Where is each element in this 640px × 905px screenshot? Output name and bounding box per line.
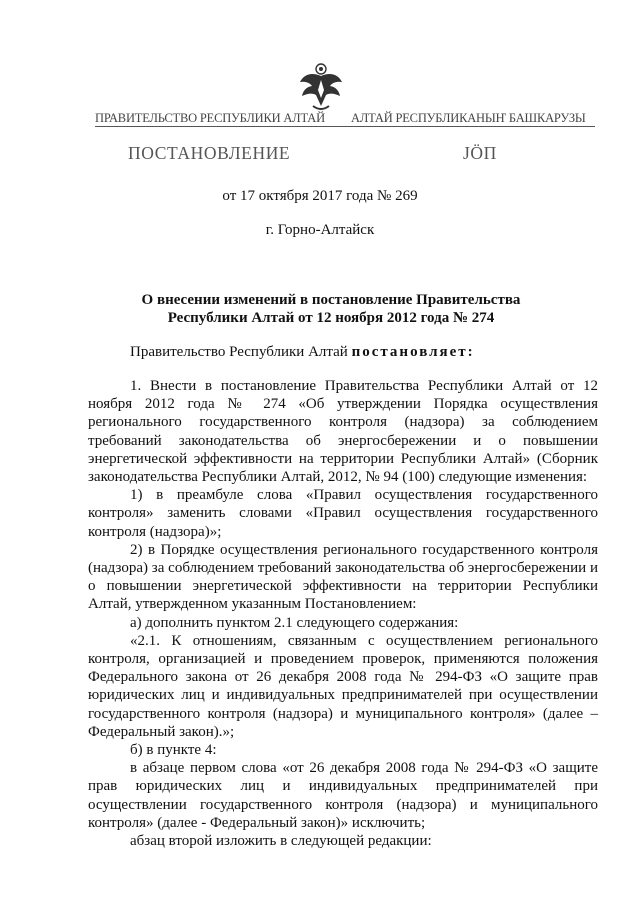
paragraph: абзац второй изложить в следующей редакции: bbox=[130, 833, 432, 850]
paragraph: а) дополнить пунктом 2.1 следующего содержания: bbox=[130, 614, 459, 631]
document-type-alt: JÖП bbox=[463, 143, 497, 163]
header-right-text: АЛТАЙ РЕСПУБЛИКАНЫҤ БАШКАРУЗЫ bbox=[351, 111, 586, 125]
intro-line bbox=[130, 344, 475, 361]
header-divider bbox=[95, 126, 595, 127]
document-title bbox=[100, 291, 562, 327]
document-body bbox=[88, 377, 598, 850]
intro-text: Правительство Республики Алтай bbox=[130, 344, 352, 360]
title-line: Республики Алтай от 12 ноября 2012 года № 274 bbox=[167, 310, 495, 326]
date-line: от 17 октября 2017 года № 269 bbox=[222, 188, 418, 204]
header-left-text: ПРАВИТЕЛЬСТВО РЕСПУБЛИКИ АЛТАЙ bbox=[95, 111, 325, 125]
coat-of-arms-icon bbox=[298, 62, 344, 114]
city: г. Горно-Алтайск bbox=[265, 222, 375, 238]
paragraph: б) в пункте 4: bbox=[130, 742, 217, 759]
title-line: О внесении изменений в постановление Правительства bbox=[141, 292, 521, 308]
document-type-ru: ПОСТАНОВЛЕНИЕ bbox=[128, 143, 291, 163]
paragraph: 1) в преамбуле слова «Правил осуществления государственного контроля» заменить словами «Правил осуществления государственного контроля (надзора)»; bbox=[88, 487, 598, 540]
paragraph: 1. Внести в постановление Правительства Республики Алтай от 12 ноября 2012 года № 274 «Об утверждении Порядка осуществления регионального государственного контроля (надзора) за соблюдением требований законодательства об энергосбережении и о повышении энергетической эффективности на территории Республики Алтай» (Сборник законодательства Республики Алтай, 2012, № 94 (100) следующие изменения: bbox=[88, 378, 598, 486]
paragraph: «2.1. К отношениям, связанным с осуществлением регионального контроля, организацией и проведением проверок, применяются положения Федерального закона от 26 декабря 2008 года № 294-ФЗ «О защите прав юридических лиц и индивидуальных предпринимателей при осуществлении государственного контроля (надзора) и муниципального контроля» (далее – Федеральный закон).»; bbox=[88, 632, 598, 740]
paragraph: в абзаце первом слова «от 26 декабря 2008 года № 294-ФЗ «О защите прав юридических лиц и индивидуальных предпринимателей при осуществлении государственного контроля (надзора) и муниципального контроля» (далее - Федеральный закон)» исключить; bbox=[88, 760, 598, 831]
paragraph: 2) в Порядке осуществления регионального государственного контроля (надзора) за соблюдением требований законодательства об энергосбережении и о повышении энергетической эффективности на территории Республики Алтай, утвержденном указанным Постановлением: bbox=[88, 541, 598, 613]
intro-emphasis: постановляет: bbox=[351, 344, 475, 360]
